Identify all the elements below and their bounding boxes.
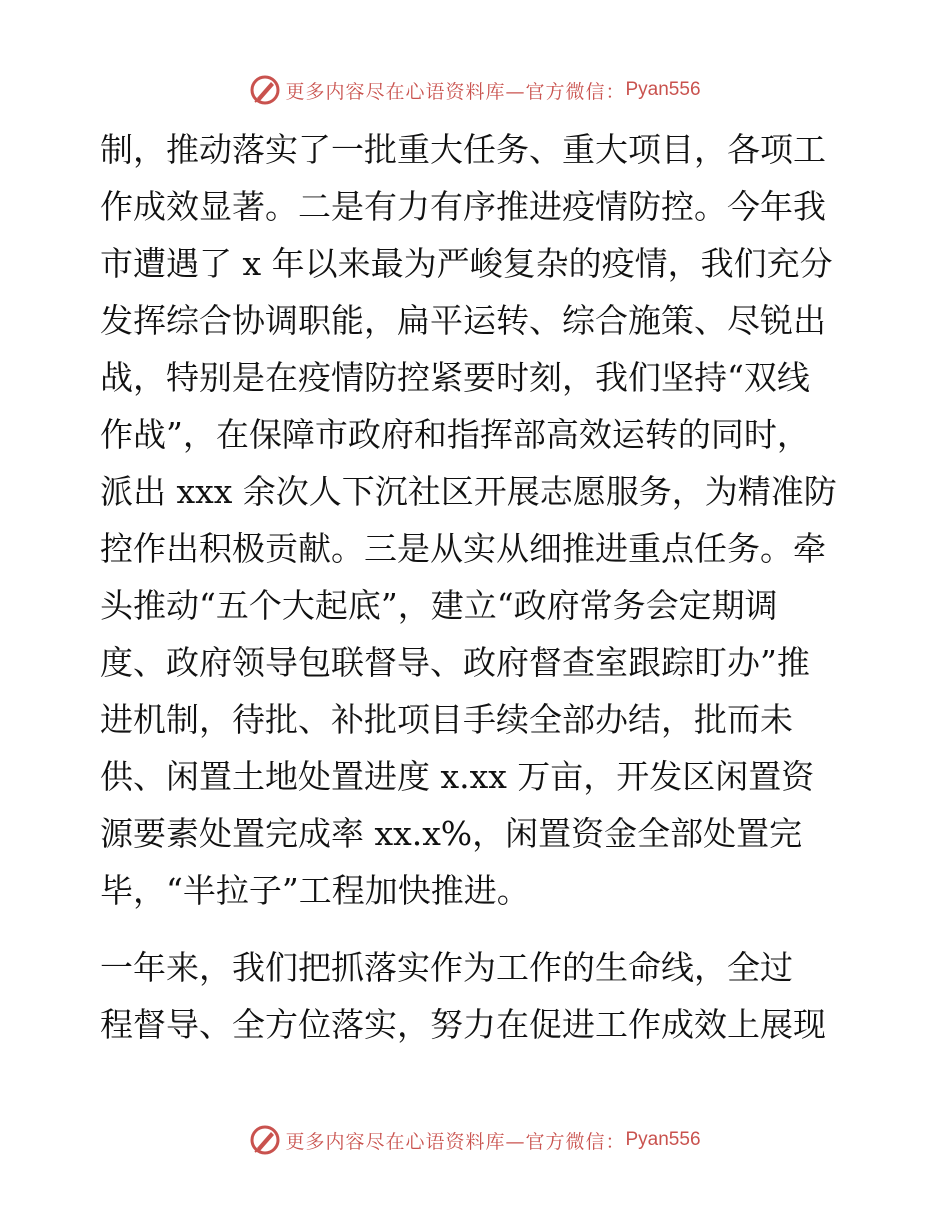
header-banner-text: 更多内容尽在心语资料库—官方微信：	[285, 80, 626, 103]
body-line: 制，推动落实了一批重大任务、重大项目，各项工	[100, 130, 826, 169]
body-line: 供、闲置土地处置进度 x.xx 万亩，开发区闲置资	[100, 757, 815, 796]
pen-logo-icon	[249, 74, 281, 106]
footer-banner-id: Pyan556	[625, 1129, 701, 1150]
body-line: 度、政府领导包联督导、政府督查室跟踪盯办”推	[100, 643, 810, 682]
body-line: 毕，“半拉子”工程加快推进。	[100, 871, 530, 910]
body-line: 作战”，在保障市政府和指挥部高效运转的同时，	[100, 415, 810, 454]
body-line: 控作出积极贡献。三是从实从细推进重点任务。牵	[100, 529, 826, 568]
pen-logo-icon	[249, 1124, 281, 1156]
body-line: 一年来，我们把抓落实作为工作的生命线，全过	[100, 948, 793, 987]
body-line: 源要素处置完成率 xx.x%，闲置资金全部处置完	[100, 814, 803, 853]
body-line: 市遭遇了 x 年以来最为严峻复杂的疫情，我们充分	[100, 244, 833, 283]
body-line: 进机制，待批、补批项目手续全部办结，批而未	[100, 700, 793, 739]
body-line: 派出 xxx 余次人下沉社区开展志愿服务，为精准防	[100, 472, 837, 511]
body-line: 程督导、全方位落实，努力在促进工作成效上展现	[100, 1005, 826, 1044]
footer-banner	[0, 1120, 950, 1160]
body-line: 发挥综合协调职能，扁平运转、综合施策、尽锐出	[100, 301, 826, 340]
header-banner-id: Pyan556	[625, 79, 701, 100]
header-banner	[0, 70, 950, 110]
body-line: 作成效显著。二是有力有序推进疫情防控。今年我	[100, 187, 826, 226]
footer-banner-text: 更多内容尽在心语资料库—官方微信：	[285, 1130, 626, 1153]
body-line: 头推动“五个大起底”，建立“政府常务会定期调	[100, 586, 778, 625]
body-line: 战，特别是在疫情防控紧要时刻，我们坚持“双线	[100, 358, 810, 397]
